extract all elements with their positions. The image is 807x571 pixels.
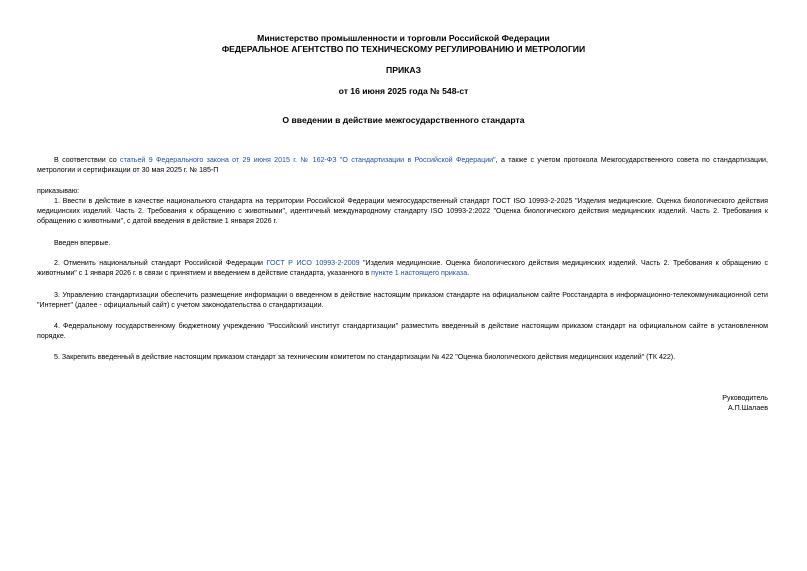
ministry-title: Министерство промышленности и торговли Российской Федерации — [257, 33, 550, 43]
doc-date-number: от 16 июня 2025 года № 548-ст — [338, 86, 469, 96]
introduced-first-note: Введен впервые. — [54, 239, 111, 247]
gost-r-iso-link[interactable]: ГОСТ Р ИСО 10993-2-2009 — [266, 259, 360, 267]
item-2-text-end: . — [467, 269, 470, 277]
order-word: приказываю: — [37, 187, 80, 195]
item-2-text-start: 2. Отменить национальный стандарт Российской Федерации — [54, 259, 267, 267]
signatory-name: А.П.Шалаев — [727, 404, 768, 412]
item-4-paragraph: 4. Федеральному государственному бюджетному учреждению "Российский институт стандартизации" разместить введенный в действие настоящим приказом стандарт на официальном сайте в установленном порядке. — [37, 322, 768, 340]
item-3-paragraph: 3. Управлению стандартизации обеспечить размещение информации о введенном в действие настоящим приказом стандарте на официальном сайте Росстандарта в информационно-телекоммуникационной сети "Интернет" (далее - официальный сайт) с учетом законодательства о стандартизации. — [37, 291, 768, 309]
federal-law-link[interactable]: статьей 9 Федерального закона от 29 июня 2015 г. № 162-ФЗ "О стандартизации в Российской Федерации" — [120, 156, 496, 164]
signatory-title: Руководитель — [722, 394, 768, 402]
agency-title: ФЕДЕРАЛЬНОЕ АГЕНТСТВО ПО ТЕХНИЧЕСКОМУ РЕГУЛИРОВАНИЮ И МЕТРОЛОГИИ — [221, 44, 586, 54]
item-5-paragraph: 5. Закрепить введенный в действие настоящим приказом стандарт за техническим комитетом по стандартизации № 422 "Оценка биологического действия медицинских изделий" (ТК 422). — [54, 353, 676, 361]
point-1-link[interactable]: пункте 1 настоящего приказа — [371, 269, 468, 277]
item-2-paragraph — [37, 258, 768, 278]
doc-type: ПРИКАЗ — [386, 65, 421, 75]
preamble-paragraph — [37, 155, 768, 175]
preamble-text-start: В соответствии со — [54, 156, 121, 164]
item-2-text-middle: "Изделия медицинские. Оценка биологического действия медицинских изделий. Часть 2. Требования к обращению с животными" с 1 января 2026 г. в связи с принятием и введением в действие стандарта, указанного в — [37, 259, 768, 277]
preamble-text-end: , а также с учетом протокола Межгосударственного совета по стандартизации, метрологии и сертификации от 30 мая 2025 г. № 185-П — [37, 156, 768, 174]
item-1-paragraph: 1. Ввести в действие в качестве национального стандарта на территории Российской Федерации межгосударственный стандарт ГОСТ ISO 10993-2-2025 "Изделия медицинские. Оценка биологического действия медицинских изделий. Часть 2. Требования к обращению с животными", идентичный международному стандарту ISO 10993-2:2022 "Оценка биологического действия медицинских изделий. Часть 2. Требования к обращению с животными", с датой введения в действие 1 января 2026 г. — [37, 197, 768, 225]
doc-subject: О введении в действие межгосударственного стандарта — [282, 115, 525, 125]
